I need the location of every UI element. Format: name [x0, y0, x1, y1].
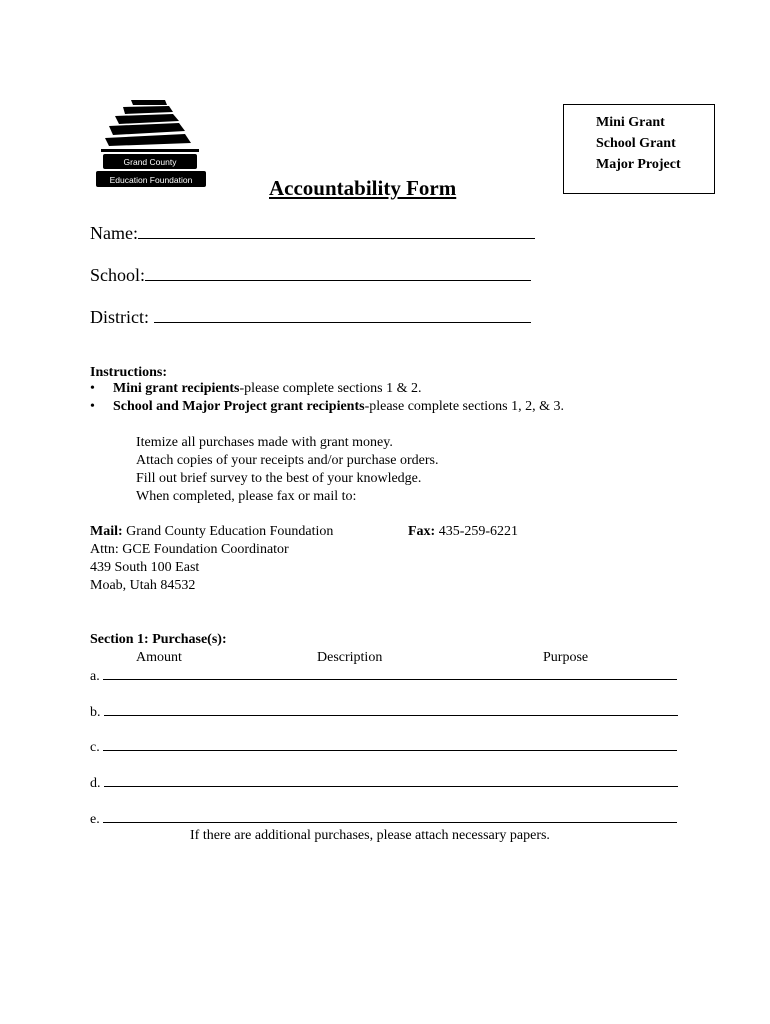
instructions-list [90, 380, 564, 416]
row-line[interactable] [103, 738, 677, 751]
instruction-bullet-2 [90, 398, 564, 416]
step-2: Attach copies of your receipts and/or purchase orders. [136, 453, 439, 468]
name-field[interactable] [90, 223, 535, 244]
row-label: a. [90, 669, 100, 684]
school-input-line[interactable] [145, 266, 531, 281]
district-field[interactable] [90, 307, 531, 328]
bullet-1-text: -please complete sections 1 & 2. [239, 381, 422, 396]
purchase-row[interactable] [90, 703, 678, 721]
row-line[interactable] [103, 667, 677, 680]
fax-label: Fax: [408, 524, 436, 539]
logo-line-2: Education Foundation [109, 175, 193, 185]
book-stack-icon [93, 98, 211, 190]
purchase-row[interactable] [90, 738, 677, 756]
school-field[interactable] [90, 265, 531, 286]
instructions-heading: Instructions: [90, 365, 168, 380]
additional-purchases-note: If there are additional purchases, please attach necessary papers. [190, 828, 550, 843]
row-label: c. [90, 740, 100, 755]
mail-label: Mail: [90, 524, 123, 539]
row-line[interactable] [104, 774, 678, 787]
foundation-logo [93, 98, 211, 190]
purchase-row[interactable] [90, 810, 677, 828]
step-3: Fill out brief survey to the best of your knowledge. [136, 471, 422, 486]
purchase-row[interactable] [90, 774, 678, 792]
row-label: d. [90, 776, 101, 791]
column-amount: Amount [136, 650, 182, 665]
row-line[interactable] [103, 810, 677, 823]
row-label: e. [90, 812, 100, 827]
row-line[interactable] [104, 703, 678, 716]
bullet-icon: • [90, 381, 95, 396]
name-input-line[interactable] [138, 224, 535, 239]
grant-type-major: Major Project [596, 157, 681, 172]
step-4: When completed, please fax or mail to: [136, 489, 357, 504]
fax-number: 435-259-6221 [438, 524, 519, 539]
instruction-bullet-1 [90, 380, 564, 398]
row-label: b. [90, 705, 101, 720]
bullet-2-text: -please complete sections 1, 2, & 3. [364, 399, 565, 414]
mail-line-1: Grand County Education Foundation [126, 524, 334, 539]
fax-info [408, 523, 518, 541]
bullet-2-bold: School and Major Project grant recipients [113, 399, 365, 414]
grant-type-school: School Grant [596, 136, 676, 151]
bullet-1-bold: Mini grant recipients [113, 381, 240, 396]
name-label: Name: [90, 223, 138, 243]
mail-line-2: Attn: GCE Foundation Coordinator [90, 542, 289, 557]
bullet-icon: • [90, 399, 95, 414]
step-1: Itemize all purchases made with grant money. [136, 435, 393, 450]
page-title: Accountability Form [269, 176, 457, 200]
column-purpose: Purpose [543, 650, 589, 665]
mail-address [90, 523, 333, 595]
purchase-row[interactable] [90, 667, 677, 685]
district-label: District: [90, 307, 149, 327]
grant-type-mini: Mini Grant [596, 115, 665, 130]
logo-line-1: Grand County [123, 157, 177, 167]
mail-line-4: Moab, Utah 84532 [90, 578, 196, 593]
mail-line-3: 439 South 100 East [90, 560, 200, 575]
section-1-heading: Section 1: Purchase(s): [90, 632, 227, 647]
instruction-steps [136, 434, 438, 506]
district-input-line[interactable] [154, 308, 531, 323]
column-description: Description [317, 650, 383, 665]
school-label: School: [90, 265, 146, 285]
grant-type-box [563, 104, 715, 194]
